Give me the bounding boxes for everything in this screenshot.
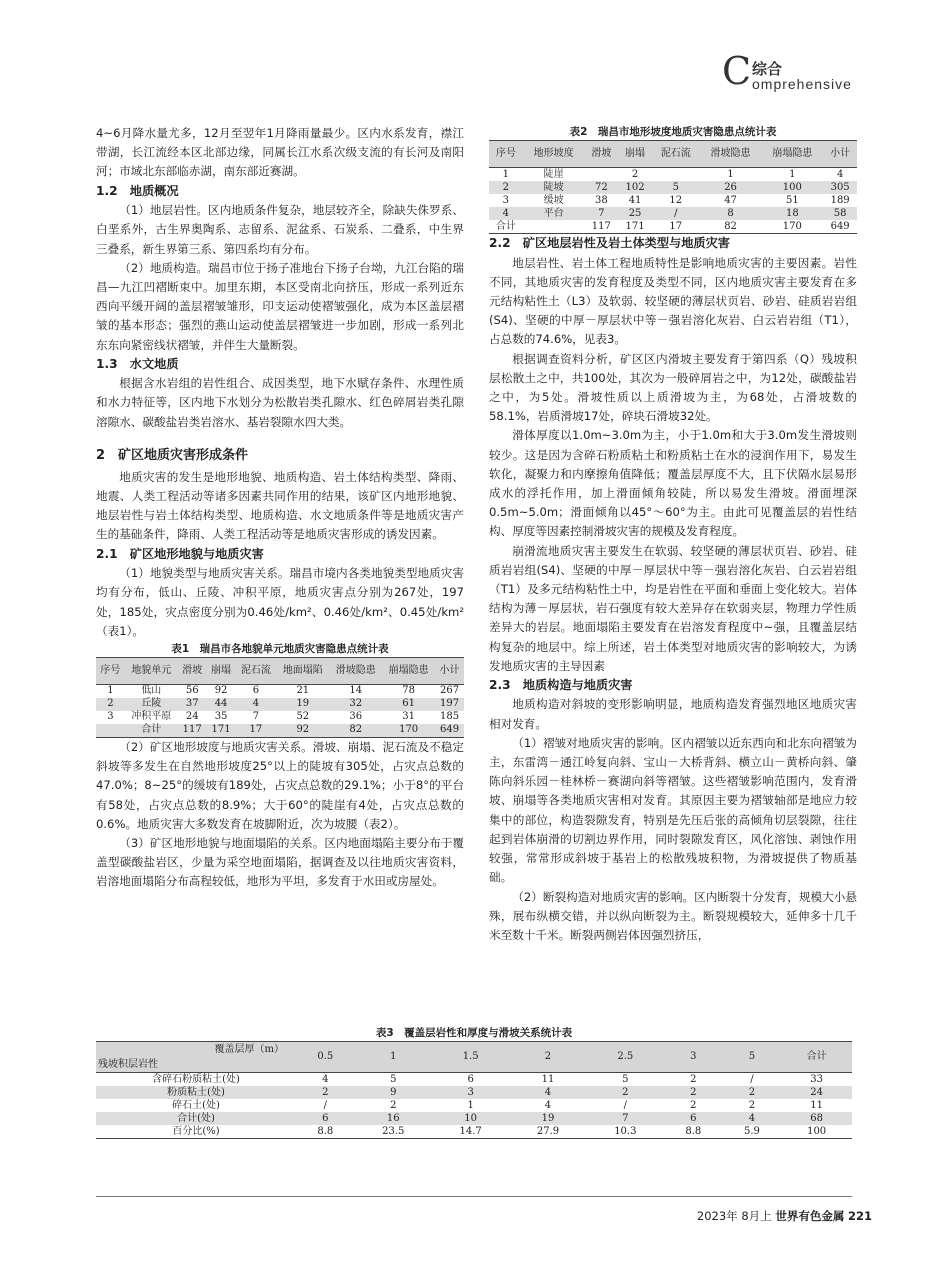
brand-zh: 综合: [752, 60, 783, 78]
col-header: 地形坡度: [523, 141, 585, 168]
table-cell: 4: [544, 1099, 552, 1111]
table-cell: 8.8: [296, 1125, 355, 1139]
table-cell: 6: [252, 685, 260, 697]
table-cell: 170: [761, 220, 823, 234]
table-cell: 170: [382, 724, 435, 738]
table-cell: 5: [622, 1073, 629, 1085]
paragraph: 崩滑流地质灾害主要发生在软弱、较坚硬的薄层状页岩、砂岩、硅质岩岩组(S4)、坚硬的中厚－厚层状中等－强岩溶化灰岩、白云岩岩组（T1）及多元结构粘性土中，均是岩性在平面和垂面上变化较大。岩体结构为薄－厚层状，岩石强度有较大差异存在软弱夹层，物理力学性质差异大的岩层。地面塌陷主要发育在岩溶发育程度中~强，且覆盖层结构复杂的地层中。综上所述，岩土体类型对地质灾害的影响较大，为诱发地质灾害的主导因素: [489, 543, 857, 673]
table-cell: 35: [214, 711, 228, 723]
table-cell: 10: [464, 1112, 477, 1124]
table-cell: 3: [107, 711, 114, 723]
paragraph: 4~6月降水量尤多，12月至翌年1月降雨量最少。区内水系发育，襟江带湖，长江流经本区北部边缘，同属长江水系次级支流的有长河及南阳河；市域北东部临赤湖，南东部近赛湖。: [96, 126, 464, 179]
table-cell: 171: [207, 724, 236, 738]
table-cell: 41: [628, 194, 642, 206]
table-cell: 陡崖: [543, 168, 564, 180]
table-cell: 缓坡: [543, 194, 564, 206]
table-cell: 8.8: [664, 1125, 723, 1139]
table-cell: 2: [502, 181, 510, 193]
table-cell: 8: [727, 207, 734, 219]
table-cell: 1: [502, 168, 510, 180]
table-cell: 72: [594, 181, 608, 193]
table-2-body: [489, 168, 857, 234]
col-header: 1: [355, 1042, 432, 1073]
table-cell: 100: [782, 181, 802, 193]
table-header-row: [96, 1042, 852, 1073]
table-cell: 19: [296, 698, 310, 710]
table-cell: 33: [810, 1073, 823, 1085]
page-footer: [697, 1208, 872, 1224]
table-cell: 267: [439, 685, 460, 697]
table-row: [96, 698, 464, 711]
table-cell: 17: [652, 220, 700, 234]
col-header: 2: [509, 1042, 586, 1073]
table-cell: 4: [836, 168, 844, 180]
col-header: 地貌单元: [125, 657, 178, 684]
table-cell: 185: [439, 711, 460, 723]
table-cell: 粉质粘土(处): [167, 1086, 225, 1098]
table-cell: 4: [748, 1112, 756, 1124]
table-row: [96, 1125, 852, 1139]
table-row: [489, 220, 857, 234]
chapter-heading: 2 矿区地质灾害形成条件: [96, 447, 249, 463]
table-row: [96, 711, 464, 724]
table-cell: 合计(处): [177, 1112, 215, 1124]
table-cell: 61: [402, 698, 415, 710]
col-header: 序号: [96, 657, 125, 684]
col-header: 小计: [823, 141, 857, 168]
table-cell: 52: [296, 711, 310, 723]
table-cell: 24: [810, 1086, 823, 1098]
journal-name: 世界有色金属: [775, 1209, 845, 1223]
table-cell: 低山: [141, 685, 162, 697]
paragraph: 地质构造对斜坡的变形影响明显，地质构造发育强烈地区地质灾害相对发育。: [489, 697, 857, 731]
table-cell: 56: [185, 685, 199, 697]
table-caption: 表1 瑞昌市各地貌单元地质灾害隐患点统计表: [171, 642, 389, 655]
table-2: [489, 140, 857, 234]
table-cell: 24: [185, 711, 199, 723]
table-cell: [652, 168, 700, 182]
table-cell: 9: [390, 1086, 397, 1098]
table-cell: 2: [622, 1086, 629, 1098]
table-cell: 37: [185, 698, 199, 710]
col-header: 滑坡: [178, 657, 207, 684]
table-row: [96, 724, 464, 738]
table-cell: 11: [541, 1073, 555, 1085]
col-header: 地面塌陷: [276, 657, 329, 684]
issue-date: 2023年 8月上: [696, 1209, 772, 1223]
table-cell: 27.9: [509, 1125, 586, 1139]
section-heading: 1.2 地质概况: [96, 183, 179, 198]
table-3: [96, 1041, 852, 1139]
table-cell: 1: [727, 168, 734, 180]
table-cell: 82: [700, 220, 762, 234]
table-cell: 32: [349, 698, 363, 710]
table-header-row: [96, 657, 464, 684]
table-cell: 7: [622, 1112, 629, 1124]
table-cell: 23.5: [355, 1125, 432, 1139]
table-cell: 18: [785, 207, 799, 219]
table-cell: 649: [435, 724, 464, 738]
table-cell: 1: [467, 1099, 474, 1111]
table-cell: 16: [386, 1112, 400, 1124]
col-header: 泥石流: [235, 657, 276, 684]
table-cell: 12: [669, 194, 683, 206]
table-row: [96, 1112, 852, 1125]
table-cell: 1: [789, 168, 796, 180]
table-cell: 陡坡: [543, 181, 564, 193]
left-column: [96, 124, 464, 892]
table-cell: 117: [585, 220, 619, 234]
col-header: 滑坡隐患: [329, 657, 382, 684]
table-cell: [585, 168, 619, 182]
table-3-body: [96, 1073, 852, 1139]
table-cell: 2: [748, 1099, 756, 1111]
table-1: [96, 657, 464, 738]
col-header: 小计: [435, 657, 464, 684]
paragraph: （1）地层岩性。区内地质条件复杂，地层较齐全，除缺失侏罗系、白垩系外，古生界奥陶系、志留系、泥盆系、石炭系、二叠系，中生界三叠系，新生界第三系、第四系均有分布。: [96, 203, 464, 256]
corner-top-label: 覆盖层厚（m）: [214, 1044, 284, 1055]
table-caption: 表2 瑞昌市地形坡度地质灾害隐患点统计表: [569, 126, 777, 138]
col-header: 合计: [781, 1042, 852, 1073]
table-cell: /: [750, 1073, 754, 1085]
table-cell: 102: [625, 181, 645, 193]
table-cell: 36: [349, 711, 363, 723]
paragraph: 根据调查资料分析，矿区区内滑坡主要发育于第四系（Q）残坡积层松散土之中，共100处，其次为一般碎屑岩之中，为12处，碳酸盐岩之中，为5处。滑坡性质以上质滑坡为主，为68处，占滑坡数的58.1%，岩质滑坡17处，碎块石滑坡32处。: [489, 351, 857, 424]
col-header: 5: [723, 1042, 782, 1073]
journal-section-brand: [722, 49, 922, 93]
table-cell: 14: [349, 685, 363, 697]
table-cell: 4: [322, 1073, 329, 1085]
paragraph: 滑体厚度以1.0m~3.0m为主，小于1.0m和大于3.0m发生滑坡则较少。这是因为含碎石粉质粘土和粉质粘土在水的浸润作用下，易发生软化，凝聚力和内摩擦角值降低；覆盖层厚度不大，且下伏隔水层易形成水的浮托作用，加上滑面倾角较陡，所以易发生滑坡。滑面埋深0.5m~5.0m；滑面倾角以45°～60°为主。由此可见覆盖层的岩性结构、厚度等因素控制滑坡灾害的规模及发育程度。: [489, 428, 857, 539]
table-cell: 4: [502, 207, 510, 219]
table-cell: [523, 220, 585, 234]
paragraph: （2）断裂构造对地质灾害的影响。区内断裂十分发育，规模大小悬殊，展布纵横交错，并以纵向断裂为主。断裂规模较大，延伸多十几千米至数十千米。断裂两侧岩体因强烈挤压，: [489, 889, 857, 942]
table-caption: 表3 覆盖层岩性和厚度与滑坡关系统计表: [375, 1027, 573, 1039]
table-cell: 92: [276, 724, 329, 738]
table-cell: 26: [724, 181, 737, 193]
paragraph: （1）褶皱对地质灾害的影响。区内褶皱以近东西向和北东向褶皱为主，东雷湾－通江岭复向斜、宝山－大桥背斜、横立山－黄桥向斜、肇陈向斜乐园－桂林桥－赛湖向斜等褶皱。这些褶皱影响范围内，发育滑坡、崩塌等各类地质灾害相对发育。其原因主要为褶皱轴部是地应力较集中的部位，构造裂隙发育，特别是先压后张的高倾角切层裂隙，往往起到岩体崩滑的切割边界作用，同时裂隙发育区，风化溶蚀、剥蚀作用较强，常常形成斜坡于基岩上的松散残坡积物，为滑坡提供了物质基础。: [489, 735, 857, 885]
table-cell: 2: [748, 1086, 756, 1098]
table-row: [489, 207, 857, 220]
col-header: 0.5: [296, 1042, 355, 1073]
table-cell: 5: [390, 1073, 397, 1085]
table-cell: 305: [830, 181, 850, 193]
table-row: [489, 168, 857, 182]
right-column: [489, 124, 857, 945]
table-1-body: [96, 684, 464, 737]
table-cell: 5: [672, 181, 679, 193]
paragraph: （3）矿区地形地貌与地面塌陷的关系。区内地面塌陷主要分布于覆盖型碳酸盐岩区，少量为采空地面塌陷，据调查及以往地质灾害资料，岩溶地面塌陷分布高程较低，地形为平坦，多发育于水田或房屋处。: [96, 835, 464, 889]
table-cell: 82: [329, 724, 382, 738]
table-cell: 58: [833, 207, 847, 219]
brand-letter: C: [722, 49, 752, 93]
footer-rule: [96, 1196, 852, 1197]
table-cell: 2: [390, 1099, 397, 1111]
table-cell: [96, 724, 125, 738]
col-header: 泥石流: [652, 141, 700, 168]
table-cell: 14.7: [432, 1125, 509, 1139]
table-3-block: [96, 1025, 852, 1139]
table-row: [489, 181, 857, 194]
table-cell: 含碎石粉质粘土(处): [152, 1073, 240, 1085]
table-cell: 平台: [543, 207, 564, 219]
col-header: 崩塌: [618, 141, 652, 168]
table-cell: 31: [402, 711, 415, 723]
table-row: [96, 1086, 852, 1099]
col-header: 滑坡隐患: [700, 141, 762, 168]
table-cell: 2: [690, 1099, 697, 1111]
col-header: 滑坡: [585, 141, 619, 168]
col-header: 崩塌: [207, 657, 236, 684]
paragraph: （2）地质构造。瑞昌市位于扬子准地台下扬子台坳，九江台陷的瑞昌—九江凹褶断束中。加里东期，本区受南北向挤压，形成一系列近东西向平缓开阔的盖层褶皱雏形，印支运动使褶皱强化，成为本区盖层褶皱的基本形态；强烈的燕山运动使盖层褶皱进一步加剧，形成一系列北东东向紧密线状褶皱，并伴生大量断裂。: [96, 260, 464, 352]
table-cell: 6: [322, 1112, 329, 1124]
paragraph: （2）矿区地形坡度与地质灾害关系。滑坡、崩塌、泥石流及不稳定斜坡等多发生在自然地形坡度25°以上的陡坡有305处，占灾点总数的47.0%；8~25°的缓坡有189处，占灾点总数的29.1%；小于8°的平台有58处，占灾点总数的8.9%；大于60°的陡崖有4处，占灾点总数的0.6%。地质灾害大多数发育在坡脚附近，次为坡腰（表2）。: [96, 739, 464, 831]
table-cell: 2: [107, 698, 114, 710]
table-cell: 2: [690, 1073, 697, 1085]
table-cell: 2: [631, 168, 639, 180]
table-cell: 5.9: [723, 1125, 782, 1139]
paragraph: 根据含水岩组的岩性组合、成因类型，地下水赋存条件、水理性质和水力特征等，区内地下水划分为松散岩类孔隙水、红色碎屑岩类孔隙溶隙水、碳酸盐岩类岩溶水、基岩裂隙水四大类。: [96, 376, 464, 429]
table-cell: 碎石土(处): [172, 1099, 220, 1111]
table-cell: 78: [402, 685, 415, 697]
table-cell: 4: [544, 1086, 552, 1098]
table-cell: /: [323, 1099, 327, 1111]
table-cell: /: [674, 207, 678, 219]
table-cell: 92: [214, 685, 228, 697]
corner-bottom-label: 残坡积层岩性: [98, 1059, 158, 1070]
table-cell: 3: [467, 1086, 474, 1098]
table-header-row: [489, 141, 857, 168]
table-cell: 21: [296, 685, 310, 697]
table-cell: 合计: [125, 724, 178, 738]
table-cell: 171: [618, 220, 652, 234]
table-cell: 11: [810, 1099, 823, 1111]
table-row: [96, 684, 464, 698]
col-header: 1.5: [432, 1042, 509, 1073]
table-cell: 38: [594, 194, 608, 206]
table-cell: 649: [823, 220, 857, 234]
table-cell: 2: [690, 1086, 697, 1098]
page-number: 221: [847, 1209, 872, 1223]
table-cell: 17: [235, 724, 276, 738]
col-header: 序号: [489, 141, 523, 168]
table-cell: 100: [781, 1125, 852, 1139]
brand-en: omprehensive: [752, 76, 852, 92]
table-cell: 1: [107, 685, 114, 697]
table-cell: 117: [178, 724, 207, 738]
table-cell: 6: [467, 1073, 474, 1085]
table-row: [96, 1073, 852, 1087]
table-cell: 189: [830, 194, 850, 206]
corner-header: [96, 1042, 296, 1073]
section-heading: 2.1 矿区地形地貌与地质灾害: [96, 546, 264, 561]
col-header: 3: [664, 1042, 723, 1073]
col-header: 崩塌隐患: [761, 141, 823, 168]
col-header: 2.5: [587, 1042, 664, 1073]
paragraph: 地质灾害的发生是地形地貌、地质构造、岩土体结构类型、降雨、地震、人类工程活动等诸多因素共同作用的结果，该矿区内地形地貌、地层岩性与岩土体结构类型、地质构造、水文地质条件等是地质灾害产生的基础条件，降雨、人类工程活动等是地质灾害形成的诱发因素。: [96, 469, 464, 542]
section-heading: 2.2 矿区地层岩性及岩土体类型与地质灾害: [489, 236, 730, 250]
table-cell: 19: [541, 1112, 555, 1124]
table-cell: 25: [628, 207, 642, 219]
table-cell: 10.3: [587, 1125, 664, 1139]
table-cell: 3: [502, 194, 510, 206]
col-header: 崩塌隐患: [382, 657, 435, 684]
section-heading: 1.3 水文地质: [96, 356, 179, 371]
table-cell: 68: [810, 1112, 823, 1124]
table-cell: 44: [214, 698, 228, 710]
table-cell: 2: [322, 1086, 329, 1098]
table-cell: 7: [252, 711, 260, 723]
table-cell: 丘陵: [141, 698, 162, 710]
paragraph: 地层岩性、岩土体工程地质特性是影响地质灾害的主要因素。岩性不同，其地质灾害的发育程度及类型不同，区内地质灾害主要发育在多元结构粘性土（L3）及软弱、较坚硬的薄层状页岩、砂岩、硅质岩岩组(S4)、坚硬的中厚－厚层状中等－强岩溶化灰岩、白云岩岩组（T1），占总数的74.6%，见表3。: [489, 255, 857, 347]
table-cell: 51: [785, 194, 799, 206]
table-cell: 百分比(%): [96, 1125, 296, 1139]
table-cell: /: [623, 1099, 628, 1111]
table-cell: 7: [598, 207, 605, 219]
table-cell: 冲积平原: [131, 711, 172, 723]
table-cell: 47: [724, 194, 737, 206]
table-row: [489, 194, 857, 207]
table-cell: 6: [690, 1112, 697, 1124]
table-cell: 197: [439, 698, 460, 710]
table-cell: 合计: [489, 220, 523, 234]
paragraph: （1）地貌类型与地质灾害关系。瑞昌市境内各类地貌类型地质灾害均有分布，低山、丘陵、冲积平原，地质灾害点分别为267处，197处，185处，灾点密度分别为0.46处/km²、0.46处/km²、0.45处/km²（表1）。: [96, 566, 464, 638]
table-row: [96, 1099, 852, 1112]
section-heading: 2.3 地质构造与地质灾害: [489, 677, 633, 692]
table-cell: 4: [252, 698, 260, 710]
